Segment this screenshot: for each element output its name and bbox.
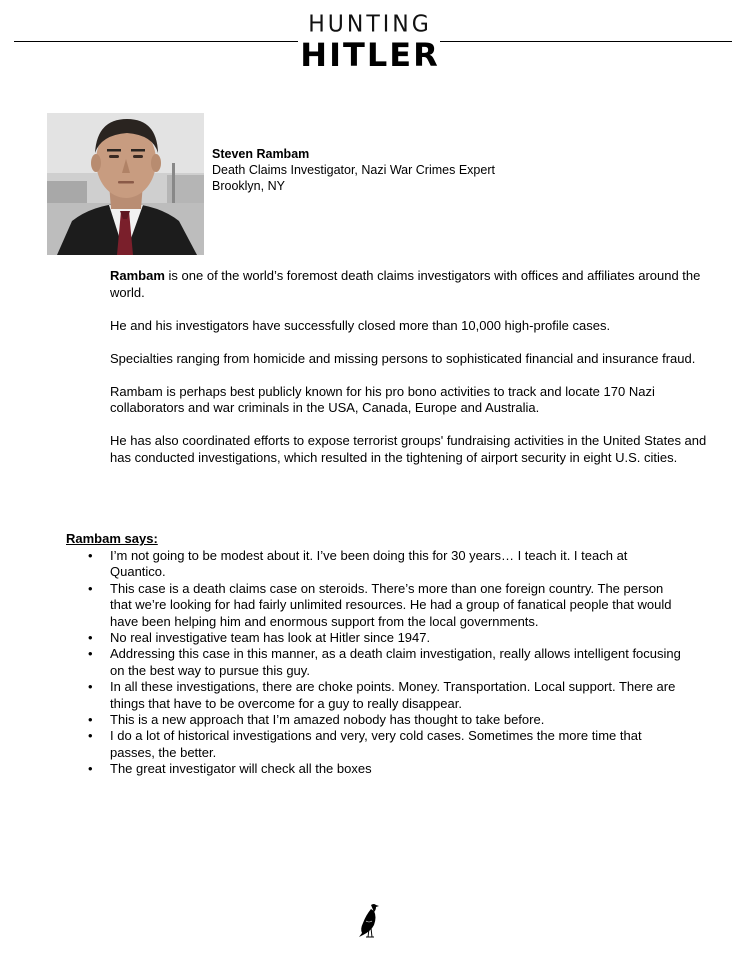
raven-icon <box>357 903 383 939</box>
bio-name-bold: Rambam <box>110 268 165 283</box>
quote-text: I do a lot of historical investigations and very, very cold cases. Sometimes the more time that passes, the better. <box>110 728 642 760</box>
list-item <box>86 712 686 728</box>
quote-text: The great investigator will check all the boxes <box>110 761 372 777</box>
quote-text: Addressing this case in this manner, as a death claim investigation, really allows intelligent focusing on the best way to pursue this guy. <box>110 646 681 678</box>
says-heading: Rambam says: <box>66 531 158 546</box>
quote-text: I’m not going to be modest about it. I’ve been doing this for 30 years… I teach it. I teach at Quantico. <box>110 548 628 580</box>
bullet-icon: • <box>88 761 93 777</box>
list-item <box>86 679 686 712</box>
profile-name: Steven Rambam <box>212 147 310 161</box>
bullet-icon: • <box>88 580 93 596</box>
bio-section <box>110 268 710 483</box>
bullet-icon: • <box>88 548 93 563</box>
list-item <box>86 728 686 761</box>
profile-photo <box>47 113 204 255</box>
bio-paragraph-1 <box>110 268 710 301</box>
bio-paragraph-2: He and his investigators have successfully closed more than 10,000 high-profile cases. <box>110 317 611 333</box>
bio-paragraph-4: Rambam is perhaps best publicly known for his pro bono activities to track and locate 170 Nazi collaborators and war criminals in the USA, Canada, Europe and Australia. <box>110 383 655 415</box>
quote-text: This is a new approach that I’m amazed nobody has thought to take before. <box>110 712 545 728</box>
list-item <box>86 581 686 630</box>
profile-title: Death Claims Investigator, Nazi War Crimes Expert <box>212 163 495 177</box>
header-rule-left <box>14 41 298 42</box>
quote-text: No real investigative team has look at Hitler since 1947. <box>110 630 431 646</box>
profile-location: Brooklyn, NY <box>212 179 285 193</box>
list-item <box>86 646 686 679</box>
bullet-icon: • <box>88 712 93 728</box>
bio-paragraph-1-text: is one of the world’s foremost death claims investigators with offices and affiliates around the world. <box>110 268 701 300</box>
header-rule-right <box>440 41 732 42</box>
profile-info <box>212 146 495 194</box>
bullet-icon: • <box>88 646 93 662</box>
list-item <box>86 548 686 581</box>
quotes-list <box>86 548 686 778</box>
page-header <box>0 0 746 80</box>
bio-paragraph-5: He has also coordinated efforts to expose terrorist groups' fundraising activities in the United States and has conducted investigations, which resulted in the tightening of airport security in eight U.S. cities. <box>110 433 707 465</box>
quote-text: This case is a death claims case on steroids. There’s more than one foreign country. The person that we’re looking for had fairly unlimited resources. He had a group of fanatical people that would have been helping him and enormous support from the local governments. <box>110 580 672 629</box>
bio-paragraph-3: Specialties ranging from homicide and missing persons to sophisticated financial and insurance fraud. <box>110 350 696 366</box>
logo-title-top: HUNTING <box>308 11 432 38</box>
bullet-icon: • <box>88 630 93 646</box>
logo-title-bottom: HITLER <box>300 36 440 74</box>
list-item <box>86 761 686 777</box>
list-item <box>86 630 686 646</box>
quote-text: In all these investigations, there are choke points. Money. Transportation. Local support. There are things that have to be overcome for a guy to really disappear. <box>110 679 676 711</box>
bullet-icon: • <box>88 728 93 744</box>
bullet-icon: • <box>88 679 93 695</box>
